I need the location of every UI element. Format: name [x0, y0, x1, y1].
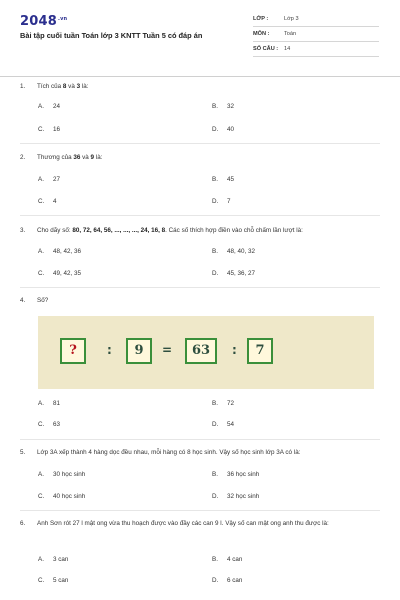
q5-option-c[interactable]: C. 40 học sinh [38, 493, 86, 500]
puzzle-operator-equals: = [162, 343, 173, 357]
q5-option-a[interactable]: A. 30 học sinh [38, 471, 86, 478]
puzzle-tile-seven: 7 [247, 338, 273, 364]
q6-option-b[interactable]: B. 4 can [212, 556, 243, 563]
q1-option-d[interactable]: D. 40 [212, 126, 235, 133]
q6-option-c[interactable]: C. 5 can [38, 577, 69, 584]
q4-option-d[interactable]: D. 54 [212, 421, 235, 428]
q2-option-b[interactable]: B. 45 [212, 176, 235, 183]
q1-option-c[interactable]: C. 16 [38, 126, 61, 133]
worksheet-page: $2048^{.vn}$ Bài tập cuối tuần Toán lớp 3 KNTT Tuần 5 có đáp án LỚP : Lớp 3 MÔN : Toán SỐ CÂU : 14 1. Tích của 8 và 3 là: A. 24 B. 32 C. 16 D. 40 2. Thương của 36 và 9 là: A. 27 B. 45 C. 4 D. 7 3. Cho dãy số: 80, 72, 64, 56, ..., ..., ..., 24, 16, 8. Các số thích hợp điền vào chỗ chấm lần lượt là: A. 48, 42, 36 B. 48, 40, 32 C. 49, 42, 35 D. 45, 36, 27 4. Số? ? : 9 = 63 : 7 A. 81 B. 72 C. 63 D. 54 5. Lớp 3A xếp thành 4 hàng dọc đều nhau, mỗi hàng có 8 học sinh. Vậy số học sinh lớp 3A có là: A. 30 học sinh B. 36 học sinh C. 40 học sinh D. 32 học sinh 6. Anh Sơn rót 27 l mật ong vừa thu hoạch được vào đầy các can 9 l. Vậy số can mật ong anh thu được là: A. 3 can B. 4 can C. 5 can D. 6 can [0, 0, 400, 600]
meta-subject: MÔN : Toán [253, 29, 379, 42]
divider [20, 287, 380, 288]
question-text: Tích của 8 và 3 là: [37, 83, 89, 90]
q2-option-c[interactable]: C. 4 [38, 198, 57, 205]
q3-option-b[interactable]: B. 48, 40, 32 [212, 248, 256, 255]
puzzle-operator-divide: : [232, 343, 237, 357]
q4-option-c[interactable]: C. 63 [38, 421, 61, 428]
q5-option-b[interactable]: B. 36 học sinh [212, 471, 260, 478]
puzzle-tile-unknown: ? [60, 338, 86, 364]
puzzle-image [38, 316, 374, 389]
q6-option-a[interactable]: A. 3 can [38, 556, 69, 563]
q4-option-a[interactable]: A. 81 [38, 400, 61, 407]
q1-option-a[interactable]: A. 24 [38, 103, 61, 110]
q5-option-d[interactable]: D. 32 học sinh [212, 493, 260, 500]
header-divider [0, 76, 400, 77]
question-text: Cho dãy số: 80, 72, 64, 56, ..., ..., ..., 24, 16, 8. Các số thích hợp điền vào chỗ chấm lần lượt là: [37, 227, 303, 234]
q4-option-b[interactable]: B. 72 [212, 400, 235, 407]
question-text: Anh Sơn rót 27 l mật ong vừa thu hoạch được vào đầy các can 9 l. Vậy số can mật ong anh thu được là: [37, 520, 329, 527]
q3-option-d[interactable]: D. 45, 36, 27 [212, 270, 256, 277]
divider [20, 439, 380, 440]
puzzle-tile-divisor: 9 [126, 338, 152, 364]
q3-option-c[interactable]: C. 49, 42, 35 [38, 270, 82, 277]
question-text: Thương của 36 và 9 là: [37, 154, 103, 161]
divider [20, 143, 380, 144]
question-text: Lớp 3A xếp thành 4 hàng dọc đều nhau, mỗi hàng có 8 học sinh. Vậy số học sinh lớp 3A có là: [37, 449, 301, 456]
divider [20, 215, 380, 216]
site-logo[interactable]: $2048^{.vn}$ [20, 14, 68, 29]
puzzle-tile-result: 63 [185, 338, 217, 364]
puzzle-operator-divide: : [107, 343, 112, 357]
q6-option-d[interactable]: D. 6 can [212, 577, 243, 584]
meta-grade: LỚP : Lớp 3 [253, 14, 379, 27]
meta-question-count: SỐ CÂU : 14 [253, 44, 379, 57]
q3-option-a[interactable]: A. 48, 42, 36 [38, 248, 82, 255]
q2-option-d[interactable]: D. 7 [212, 198, 231, 205]
question-text: Số? [37, 297, 49, 304]
document-title: Bài tập cuối tuần Toán lớp 3 KNTT Tuần 5 có đáp án [20, 31, 203, 40]
worksheet-header [0, 0, 400, 78]
q2-option-a[interactable]: A. 27 [38, 176, 61, 183]
q1-option-b[interactable]: B. 32 [212, 103, 235, 110]
divider [20, 510, 380, 511]
